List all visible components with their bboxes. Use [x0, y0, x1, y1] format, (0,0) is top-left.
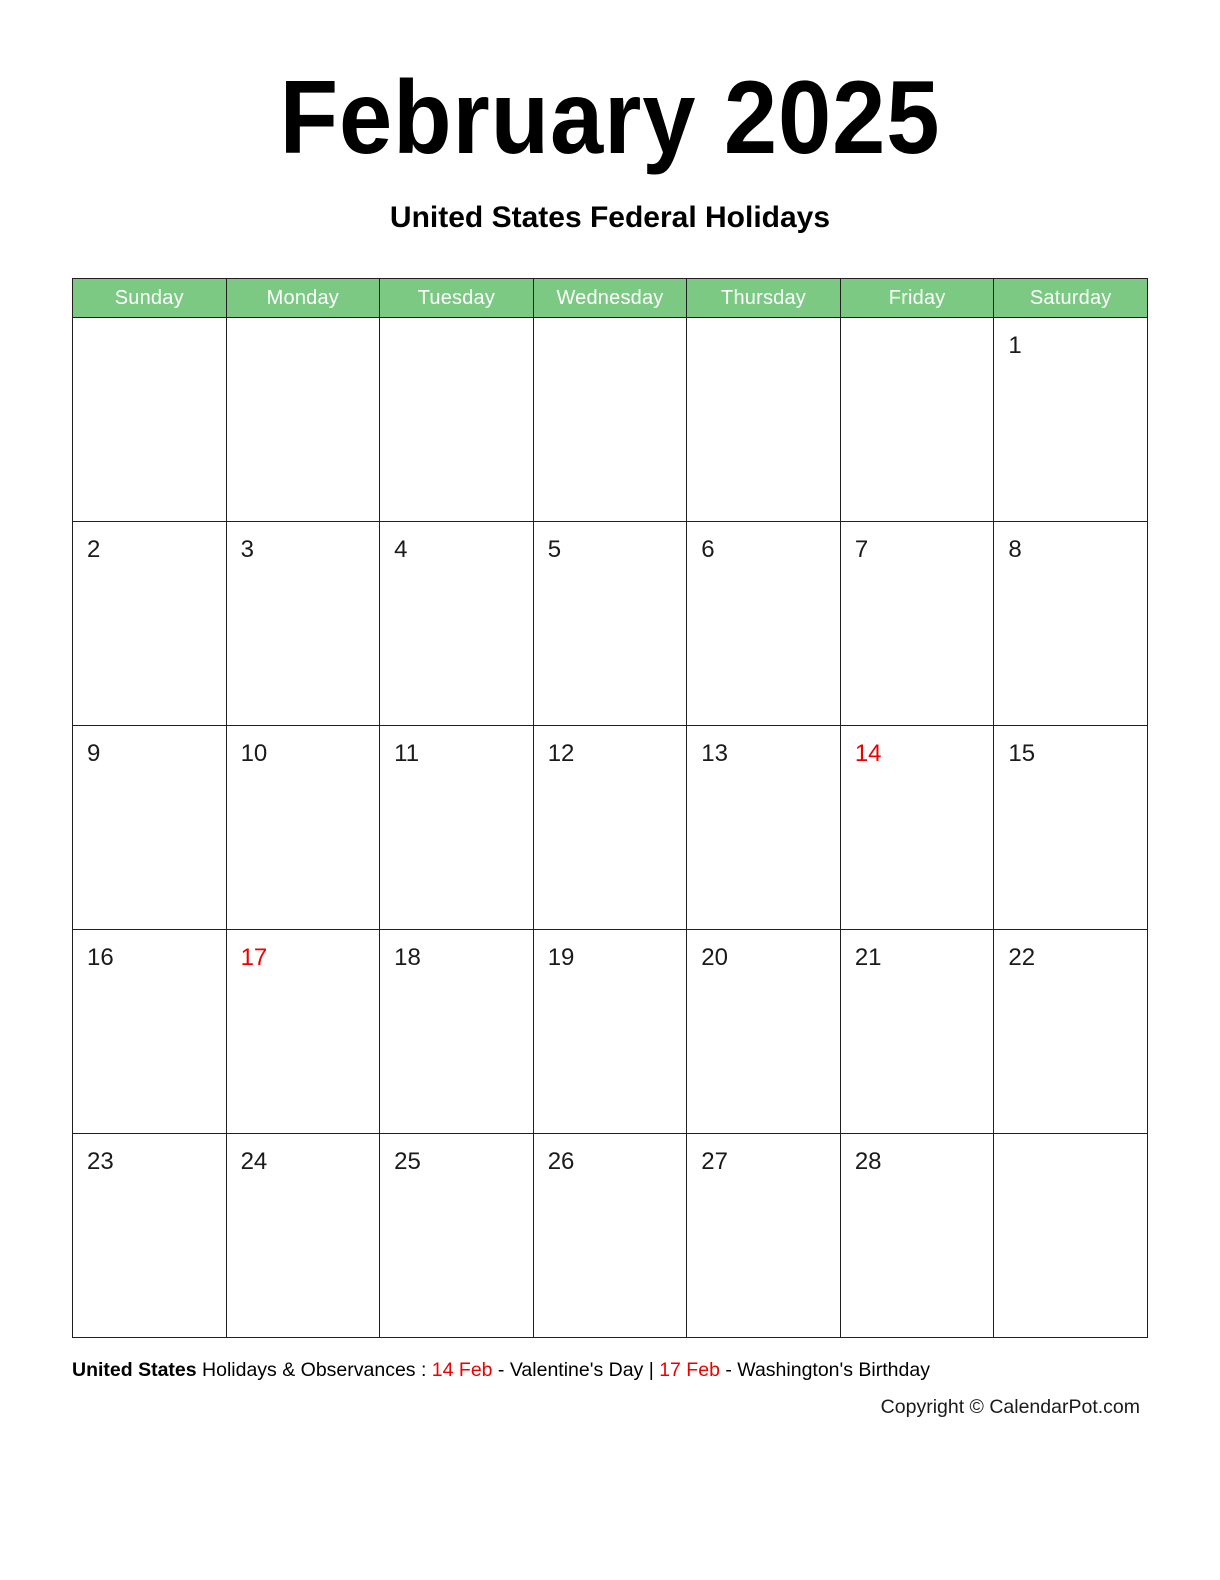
day-number: 22	[1008, 944, 1036, 971]
observances-label: Holidays & Observances :	[196, 1359, 432, 1381]
day-cell[interactable]	[687, 1134, 841, 1338]
day-number	[994, 1134, 1147, 1150]
day-number	[841, 318, 994, 334]
day-cell[interactable]	[994, 930, 1148, 1134]
day-number: 4	[394, 536, 408, 563]
day-number: 18	[394, 944, 421, 971]
day-number: 9	[87, 740, 101, 767]
observance-separator-1: -	[492, 1359, 510, 1381]
day-cell[interactable]	[226, 726, 380, 930]
weekday-header-wednesday: Wednesday	[533, 279, 687, 318]
day-cell[interactable]	[840, 930, 994, 1134]
day-number: 12	[547, 740, 575, 767]
day-cell[interactable]	[73, 318, 227, 522]
day-number: 8	[1008, 536, 1022, 563]
weekday-header-row	[73, 279, 1148, 318]
calendar-body	[73, 318, 1148, 1338]
calendar-week-row	[73, 930, 1148, 1134]
day-number: 27	[701, 1148, 728, 1175]
day-cell[interactable]	[687, 318, 841, 522]
day-number: 19	[547, 944, 575, 971]
day-cell[interactable]	[533, 1134, 687, 1338]
day-number: 28	[854, 1148, 882, 1175]
holidays-observances-line	[72, 1356, 1148, 1384]
day-cell[interactable]	[687, 726, 841, 930]
day-cell[interactable]	[226, 318, 380, 522]
day-number	[380, 318, 533, 334]
calendar-grid	[72, 278, 1148, 1338]
calendar-week-row	[73, 318, 1148, 522]
page-subtitle: United States Federal Holidays	[389, 201, 831, 235]
copyright-text: Copyright © CalendarPot.com	[880, 1396, 1140, 1418]
day-number: 24	[240, 1148, 268, 1175]
day-cell[interactable]	[994, 318, 1148, 522]
weekday-header-sunday: Sunday	[73, 279, 227, 318]
day-cell[interactable]	[840, 1134, 994, 1338]
observance-date-2: 17 Feb	[659, 1359, 720, 1381]
day-cell[interactable]	[533, 318, 687, 522]
calendar-week-row	[73, 726, 1148, 930]
day-cell[interactable]	[226, 522, 380, 726]
day-number: 10	[240, 740, 268, 767]
day-number: 23	[87, 1148, 114, 1175]
day-cell-holiday[interactable]	[226, 930, 380, 1134]
day-number: 1	[1008, 332, 1022, 359]
day-number: 26	[547, 1148, 575, 1175]
observance-date-1: 14 Feb	[431, 1359, 493, 1381]
day-number: 16	[87, 944, 114, 971]
weekday-header-tuesday: Tuesday	[380, 279, 534, 318]
day-number	[73, 318, 226, 334]
day-cell[interactable]	[840, 318, 994, 522]
day-number: 13	[701, 740, 728, 767]
day-cell[interactable]	[380, 930, 534, 1134]
day-number: 3	[240, 536, 254, 563]
day-number: 7	[854, 536, 869, 563]
country-label: United States	[72, 1359, 197, 1381]
day-cell[interactable]	[380, 522, 534, 726]
day-number: 15	[1008, 740, 1036, 767]
day-number	[534, 318, 687, 334]
title-block	[0, 0, 1220, 236]
day-cell[interactable]	[73, 930, 227, 1134]
day-cell[interactable]	[687, 522, 841, 726]
day-cell[interactable]	[994, 522, 1148, 726]
day-cell[interactable]	[226, 1134, 380, 1338]
day-cell[interactable]	[994, 1134, 1148, 1338]
day-cell-holiday[interactable]	[840, 726, 994, 930]
day-number: 6	[701, 536, 715, 563]
day-number	[687, 318, 840, 334]
day-cell[interactable]	[73, 726, 227, 930]
calendar-header-row	[73, 279, 1148, 318]
day-number: 2	[87, 536, 101, 563]
calendar-week-row	[73, 1134, 1148, 1338]
day-number: 20	[701, 944, 728, 971]
day-cell[interactable]	[840, 522, 994, 726]
observance-name-2: Washington's Birthday	[737, 1359, 930, 1381]
day-cell[interactable]	[380, 1134, 534, 1338]
calendar-week-row	[73, 522, 1148, 726]
day-cell[interactable]	[994, 726, 1148, 930]
day-number	[227, 318, 380, 334]
day-number: 11	[394, 740, 420, 767]
day-cell[interactable]	[380, 726, 534, 930]
day-cell[interactable]	[533, 726, 687, 930]
weekday-header-monday: Monday	[226, 279, 380, 318]
footer	[72, 1356, 1148, 1420]
day-cell[interactable]	[380, 318, 534, 522]
day-number: 21	[854, 944, 882, 971]
day-number: 5	[547, 536, 562, 563]
day-number: 17	[240, 944, 268, 971]
day-cell[interactable]	[73, 522, 227, 726]
observance-divider: |	[643, 1359, 660, 1381]
day-cell[interactable]	[687, 930, 841, 1134]
weekday-header-saturday: Saturday	[994, 279, 1148, 318]
day-number: 25	[394, 1148, 421, 1175]
day-number: 14	[854, 740, 882, 767]
day-cell[interactable]	[73, 1134, 227, 1338]
observance-name-1: Valentine's Day	[509, 1359, 644, 1381]
page-title: February 2025	[279, 60, 941, 176]
day-cell[interactable]	[533, 522, 687, 726]
observance-separator-2: -	[719, 1359, 738, 1381]
weekday-header-thursday: Thursday	[687, 279, 841, 318]
weekday-header-friday: Friday	[840, 279, 994, 318]
day-cell[interactable]	[533, 930, 687, 1134]
